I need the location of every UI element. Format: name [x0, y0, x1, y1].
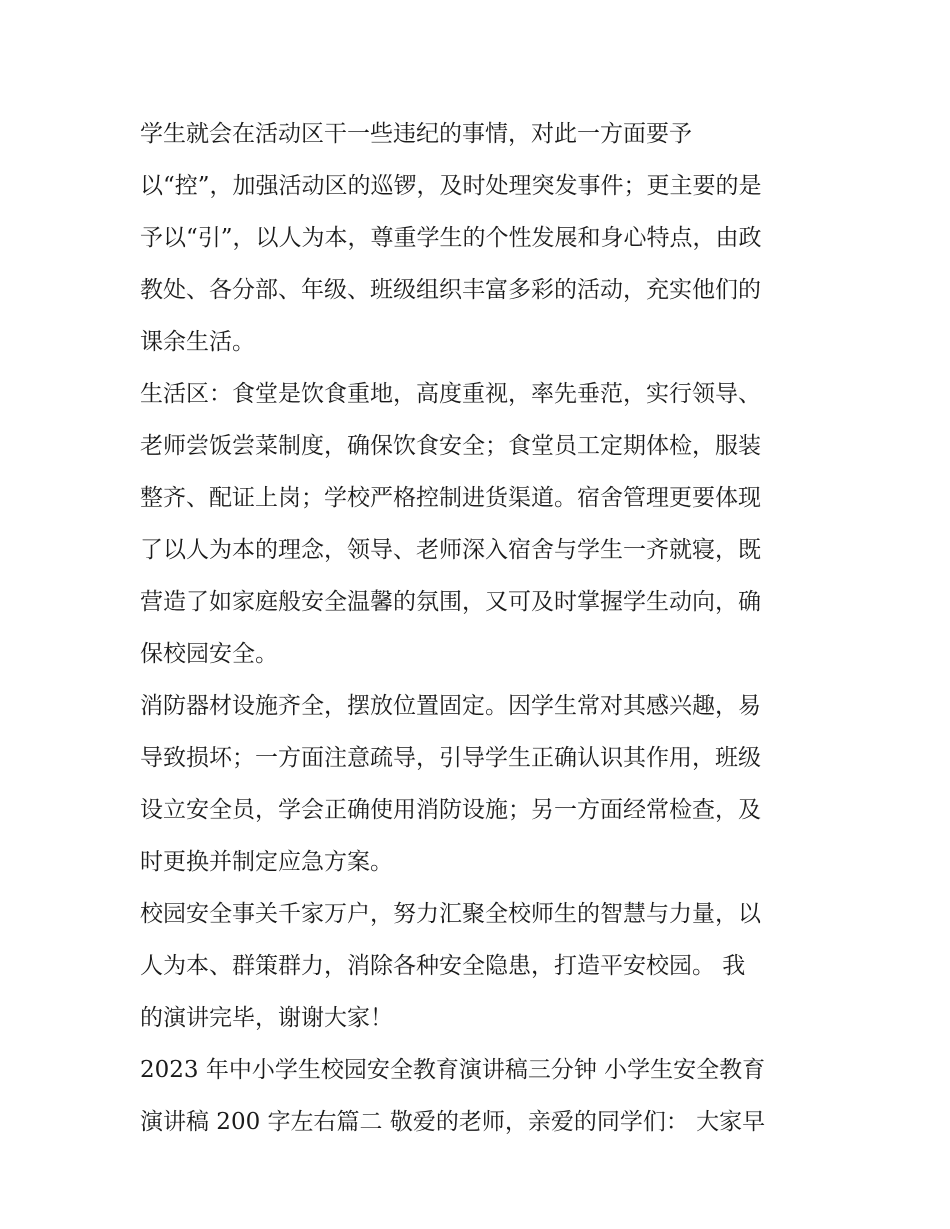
text-line: 校园安全事关千家万户，努力汇聚全校师生的智慧与力量，以 — [140, 901, 761, 927]
text-line: 老师尝饭尝菜制度，确保饮食安全；食堂员工定期体检，服装 — [140, 433, 761, 459]
text-line: 教处、各分部、年级、班级组织丰富多彩的活动，充实他们的 — [140, 277, 761, 303]
text-line: 以“控”，加强活动区的巡锣，及时处理突发事件；更主要的是 — [140, 173, 762, 199]
text-line: 2023 年中小学生校园安全教育演讲稿三分钟 小学生安全教育 — [140, 1057, 766, 1083]
text-line: 整齐、配证上岗；学校严格控制进货渠道。宿舍管理更要体现 — [140, 485, 761, 511]
document-body — [140, 108, 820, 1148]
text-line: 时更换并制定应急方案。 — [140, 849, 393, 875]
text-line: 人为本、群策群力，消除各种安全隐患，打造平安校园。 我 — [140, 953, 746, 979]
text-line: 演讲稿 200 字左右篇二 敬爱的老师，亲爱的同学们： 大家早 — [140, 1109, 766, 1135]
text-line: 予以“引”，以人为本，尊重学生的个性发展和身心特点，由政 — [140, 225, 762, 251]
text-line: 营造了如家庭般安全温馨的氛围，又可及时掌握学生动向，确 — [140, 589, 761, 615]
text-line: 生活区：食堂是饮食重地，高度重视，率先垂范，实行领导、 — [140, 381, 761, 407]
text-line: 了以人为本的理念，领导、老师深入宿舍与学生一齐就寝，既 — [140, 537, 761, 563]
text-line: 设立安全员，学会正确使用消防设施；另一方面经常检查，及 — [140, 797, 761, 823]
text-line: 课余生活。 — [140, 329, 255, 355]
text-line: 消防器材设施齐全，摆放位置固定。因学生常对其感兴趣，易 — [140, 693, 761, 719]
text-line: 学生就会在活动区干一些违纪的事情，对此一方面要予 — [140, 121, 692, 147]
text-line: 导致损坏；一方面注意疏导，引导学生正确认识其作用，班级 — [140, 745, 761, 771]
text-line: 的演讲完毕，谢谢大家！ — [140, 1005, 393, 1031]
text-line: 保校园安全。 — [140, 641, 278, 667]
